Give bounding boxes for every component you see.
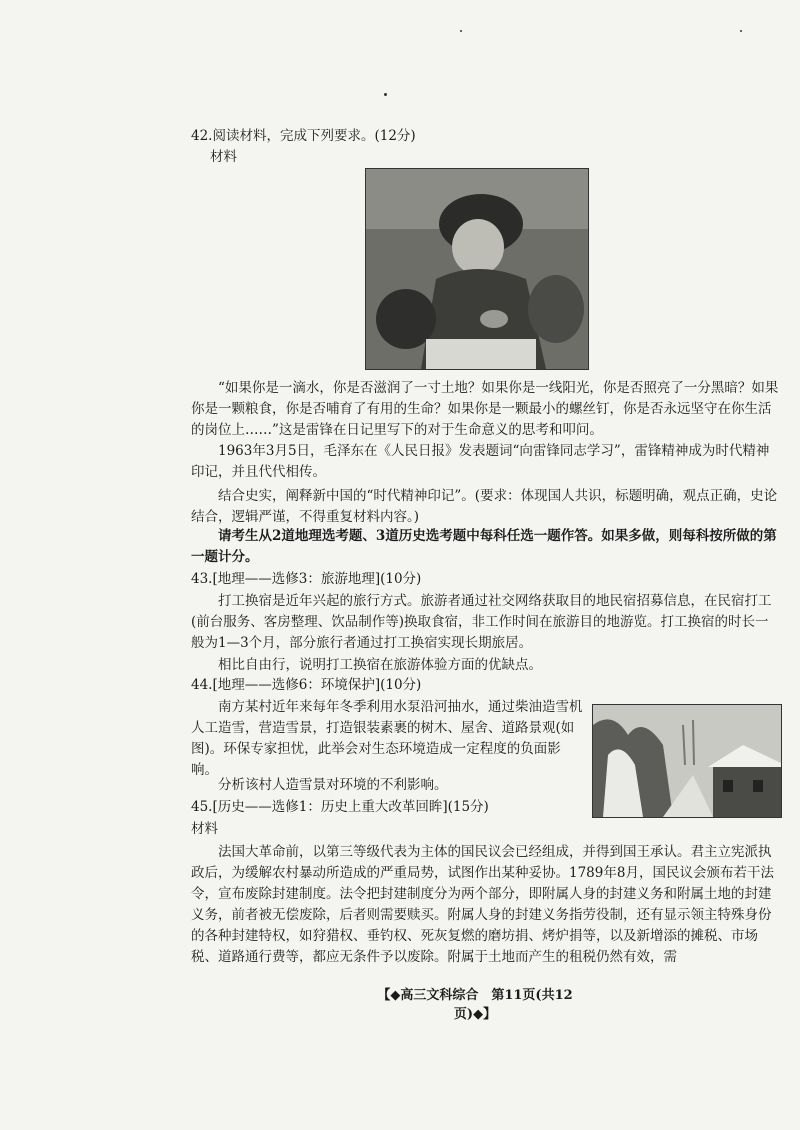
footer-text: 高三文科综合 第11页(共12页): [400, 988, 573, 1022]
q45-body: 法国大革命前，以第三等级代表为主体的国民议会已经组成，并得到国王承认。君主立宪派执政后，为缓解农村暴动所造成的严重局势，试图作出某种妥协。1789年8月，国民议会颁布若干法令，宣布废除封建制度。法令把封建制度分为两个部分，即附属人身的封建义务和附属土地的封建义务，前者被无偿废除，后者则需要赎买。附属人身的封建义务指劳役制，还有显示领主特殊身份的各种封建特权，如狩猎权、垂钓权、死灰复燃的磨坊捐、烤炉捐等，以及新增添的摊税、市场税、道路通行费等，都应无条件予以废除。附属于土地而产生的租税仍然有效，需: [191, 844, 774, 965]
q43-title: 43.[地理——选修3：旅游地理](10分): [191, 571, 422, 587]
q44-question: 分析该村人造雪景对环境的不利影响。: [218, 777, 448, 793]
q45-material-label: 材料: [191, 821, 218, 837]
scan-speck: [460, 30, 462, 32]
elective-instruction: 请考生从2道地理选考题、3道历史选考题中每科任选一题作答。如果多做，则每科按所做的第一题计分。: [191, 528, 777, 565]
snow-scene-illustration: [593, 705, 781, 817]
scan-speck: [384, 93, 387, 96]
q43-body: 打工换宿是近年兴起的旅行方式。旅游者通过社交网络获取目的地民宿招募信息，在民宿打工(前台服务、客房整理、饮品制作等)换取食宿，非工作时间在旅游目的地游览。打工换宿的时长一般为1—3个月，部分旅行者通过打工换宿实现长期旅居。: [191, 593, 772, 651]
snow-village-photo: [592, 704, 782, 818]
q42-quote: “如果你是一滴水，你是否滋润了一寸土地？如果你是一线阳光，你是否照亮了一分黑暗？如果你是一颗粮食，你是否哺育了有用的生命？如果你是一颗最小的螺丝钉，你是否永远坚守在你生活的岗位上……”这是雷锋在日记里写下的对于生命意义的思考和叩问。: [191, 380, 779, 438]
page-footer: [360, 984, 590, 1022]
q43-question: 相比自由行，说明打工换宿在旅游体验方面的优缺点。: [218, 657, 542, 673]
q42-context: 1963年3月5日，毛泽东在《人民日报》发表题词“向雷锋同志学习”，雷锋精神成为时代精神印记，并且代代相传。: [191, 443, 770, 480]
scan-speck: [740, 30, 742, 32]
q42-title: 42.阅读材料，完成下列要求。(12分): [191, 128, 416, 144]
q44-title: 44.[地理——选修6：环境保护](10分): [191, 677, 422, 693]
lei-feng-photo: [365, 168, 589, 370]
q42-task: 结合史实，阐释新中国的“时代精神印记”。(要求：体现国人共识，标题明确，观点正确，史论结合，逻辑严谨，不得重复材料内容。): [191, 488, 778, 525]
footer-diamond-icon: 【◆: [377, 988, 401, 1003]
footer-diamond-icon: ◆】: [473, 1007, 497, 1022]
photo-illustration: [366, 169, 588, 369]
q42-material-label: 材料: [210, 149, 237, 165]
q44-body: 南方某村近年来每年冬季利用水泵沿河抽水，通过柴油造雪机人工造雪，营造雪景，打造银装素裹的树木、屋舍、道路景观(如图)。环保专家担忧，此举会对生态环境造成一定程度的负面影响。: [191, 699, 583, 778]
q45-title: 45.[历史——选修1：历史上重大改革回眸](15分): [191, 799, 489, 815]
